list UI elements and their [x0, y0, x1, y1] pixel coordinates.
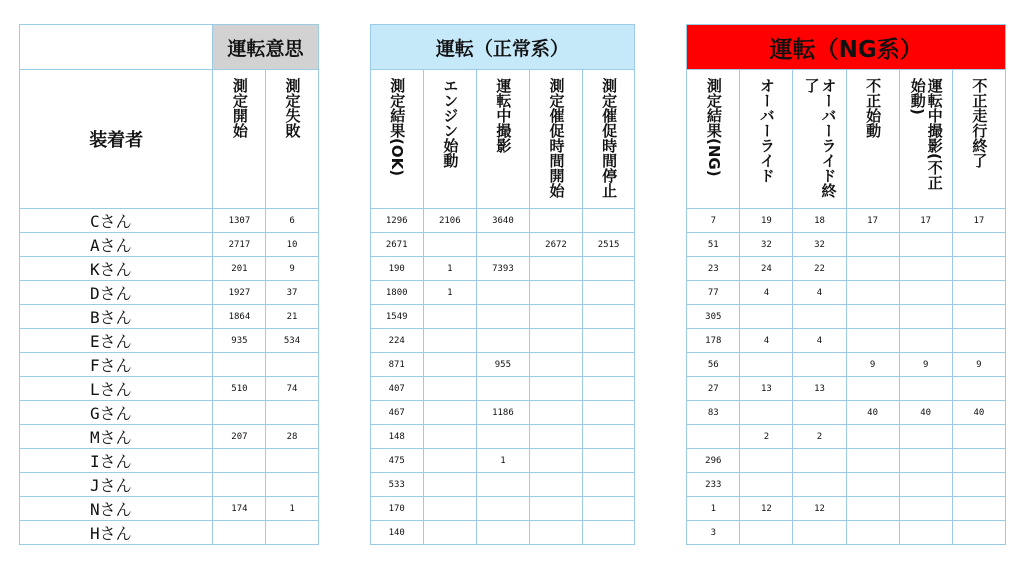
- value-cell: 190: [370, 257, 423, 281]
- value-cell: 178: [687, 329, 740, 353]
- value-cell: 233: [687, 473, 740, 497]
- value-cell: 18: [793, 209, 846, 233]
- value-cell: [899, 521, 952, 545]
- value-cell: 1: [476, 449, 529, 473]
- value-cell: [423, 329, 476, 353]
- value-cell: [899, 497, 952, 521]
- value-cell: [529, 257, 582, 281]
- value-cell: [529, 473, 582, 497]
- value-cell: [423, 497, 476, 521]
- group-header-intent: 運転意思: [213, 25, 318, 70]
- value-cell: [529, 449, 582, 473]
- value-cell: [846, 497, 899, 521]
- value-cell: [899, 329, 952, 353]
- col-header-measure-start: 測定開始: [213, 70, 266, 209]
- data-rows: [20, 209, 1006, 545]
- value-cell: [529, 329, 582, 353]
- value-cell: 4: [740, 329, 793, 353]
- table-row: [20, 521, 1006, 545]
- wearer-name: Lさん: [20, 377, 213, 401]
- wearer-name: Aさん: [20, 233, 213, 257]
- driving-data-table: [19, 24, 1006, 545]
- col-header-illegal-drive-end: 不正走行終了: [952, 70, 1005, 209]
- value-cell: 3: [687, 521, 740, 545]
- value-cell: 534: [266, 329, 318, 353]
- value-cell: [266, 401, 318, 425]
- col-header-driving-photo: 運転中撮影: [476, 70, 529, 209]
- value-cell: [583, 401, 635, 425]
- value-cell: [846, 233, 899, 257]
- value-cell: [846, 521, 899, 545]
- value-cell: [583, 353, 635, 377]
- value-cell: [476, 497, 529, 521]
- table-row: [20, 377, 1006, 401]
- value-cell: [740, 449, 793, 473]
- wearer-name: Mさん: [20, 425, 213, 449]
- value-cell: 1800: [370, 281, 423, 305]
- value-cell: [952, 497, 1005, 521]
- value-cell: [846, 281, 899, 305]
- value-cell: [899, 473, 952, 497]
- value-cell: [793, 521, 846, 545]
- value-cell: [846, 473, 899, 497]
- value-cell: 170: [370, 497, 423, 521]
- value-cell: 17: [899, 209, 952, 233]
- value-cell: 296: [687, 449, 740, 473]
- value-cell: [846, 449, 899, 473]
- value-cell: [952, 473, 1005, 497]
- value-cell: [952, 281, 1005, 305]
- value-cell: [793, 449, 846, 473]
- value-cell: 40: [952, 401, 1005, 425]
- value-cell: 207: [213, 425, 266, 449]
- value-cell: 9: [899, 353, 952, 377]
- value-cell: [476, 305, 529, 329]
- value-cell: 4: [793, 281, 846, 305]
- value-cell: 19: [740, 209, 793, 233]
- value-cell: 32: [740, 233, 793, 257]
- value-cell: [899, 305, 952, 329]
- value-cell: 1307: [213, 209, 266, 233]
- value-cell: 51: [687, 233, 740, 257]
- value-cell: [266, 449, 318, 473]
- value-cell: [793, 305, 846, 329]
- value-cell: 27: [687, 377, 740, 401]
- value-cell: [476, 521, 529, 545]
- wearer-name: Dさん: [20, 281, 213, 305]
- value-cell: [899, 257, 952, 281]
- value-cell: 7: [687, 209, 740, 233]
- value-cell: [740, 353, 793, 377]
- table-row: [20, 353, 1006, 377]
- value-cell: [529, 281, 582, 305]
- value-cell: 174: [213, 497, 266, 521]
- value-cell: [529, 209, 582, 233]
- col-header-result-ok: 測定結果(OK): [370, 70, 423, 209]
- value-cell: [266, 353, 318, 377]
- value-cell: [899, 233, 952, 257]
- value-cell: 21: [266, 305, 318, 329]
- value-cell: 467: [370, 401, 423, 425]
- col-header-illegal-photo: 運転中撮影(不正始動): [899, 70, 952, 209]
- value-cell: 17: [952, 209, 1005, 233]
- value-cell: 475: [370, 449, 423, 473]
- value-cell: [846, 377, 899, 401]
- table-row: [20, 497, 1006, 521]
- value-cell: [899, 449, 952, 473]
- value-cell: 407: [370, 377, 423, 401]
- value-cell: [476, 281, 529, 305]
- value-cell: 17: [846, 209, 899, 233]
- value-cell: [529, 377, 582, 401]
- value-cell: [793, 353, 846, 377]
- value-cell: 12: [793, 497, 846, 521]
- value-cell: 2672: [529, 233, 582, 257]
- value-cell: 77: [687, 281, 740, 305]
- value-cell: 12: [740, 497, 793, 521]
- value-cell: 2106: [423, 209, 476, 233]
- value-cell: [266, 521, 318, 545]
- value-cell: 83: [687, 401, 740, 425]
- group-header-ng: 運転（NG系）: [687, 25, 1006, 70]
- value-cell: 9: [266, 257, 318, 281]
- table-row: [20, 449, 1006, 473]
- wearer-name: Nさん: [20, 497, 213, 521]
- value-cell: 13: [740, 377, 793, 401]
- table-row: [20, 473, 1006, 497]
- value-cell: [899, 281, 952, 305]
- corner-cell: [20, 25, 213, 70]
- value-cell: [423, 425, 476, 449]
- value-cell: [529, 401, 582, 425]
- col-header-prompt-start: 測定催促時間開始: [529, 70, 582, 209]
- value-cell: 140: [370, 521, 423, 545]
- value-cell: [740, 401, 793, 425]
- value-cell: [529, 521, 582, 545]
- value-cell: [899, 377, 952, 401]
- wearer-name: Kさん: [20, 257, 213, 281]
- value-cell: [423, 449, 476, 473]
- table-row: [20, 209, 1006, 233]
- value-cell: 4: [793, 329, 846, 353]
- value-cell: [583, 449, 635, 473]
- table-row: [20, 329, 1006, 353]
- value-cell: 56: [687, 353, 740, 377]
- wearer-name: Iさん: [20, 449, 213, 473]
- value-cell: [899, 425, 952, 449]
- value-cell: [423, 473, 476, 497]
- value-cell: 955: [476, 353, 529, 377]
- value-cell: 4: [740, 281, 793, 305]
- wearer-name: Eさん: [20, 329, 213, 353]
- value-cell: 1: [687, 497, 740, 521]
- value-cell: [583, 473, 635, 497]
- value-cell: [213, 521, 266, 545]
- row-header-wearer: 装着者: [20, 70, 213, 209]
- value-cell: [529, 497, 582, 521]
- value-cell: [952, 521, 1005, 545]
- col-header-illegal-start: 不正始動: [846, 70, 899, 209]
- table-row: [20, 401, 1006, 425]
- value-cell: 1296: [370, 209, 423, 233]
- value-cell: [476, 425, 529, 449]
- value-cell: [846, 257, 899, 281]
- value-cell: 2671: [370, 233, 423, 257]
- value-cell: 22: [793, 257, 846, 281]
- value-cell: [846, 305, 899, 329]
- column-header-row: [20, 70, 1006, 209]
- value-cell: [476, 233, 529, 257]
- value-cell: 1: [423, 281, 476, 305]
- wearer-name: Cさん: [20, 209, 213, 233]
- value-cell: [583, 377, 635, 401]
- col-header-override-end: オーバーライド終了: [793, 70, 846, 209]
- value-cell: 40: [846, 401, 899, 425]
- value-cell: 6: [266, 209, 318, 233]
- value-cell: [583, 305, 635, 329]
- col-header-measure-fail: 測定失敗: [266, 70, 318, 209]
- value-cell: 1: [266, 497, 318, 521]
- value-cell: 10: [266, 233, 318, 257]
- value-cell: 871: [370, 353, 423, 377]
- value-cell: [213, 353, 266, 377]
- value-cell: [583, 425, 635, 449]
- wearer-name: Bさん: [20, 305, 213, 329]
- value-cell: [583, 521, 635, 545]
- value-cell: [583, 497, 635, 521]
- value-cell: [213, 473, 266, 497]
- value-cell: 2515: [583, 233, 635, 257]
- value-cell: [952, 257, 1005, 281]
- value-cell: [476, 377, 529, 401]
- value-cell: [952, 425, 1005, 449]
- value-cell: [687, 425, 740, 449]
- value-cell: [423, 521, 476, 545]
- wearer-name: Fさん: [20, 353, 213, 377]
- table-row: [20, 281, 1006, 305]
- wearer-name: Hさん: [20, 521, 213, 545]
- value-cell: [952, 305, 1005, 329]
- value-cell: 32: [793, 233, 846, 257]
- value-cell: 9: [952, 353, 1005, 377]
- value-cell: [583, 281, 635, 305]
- group-header-row: [20, 25, 1006, 70]
- value-cell: [529, 305, 582, 329]
- value-cell: [266, 473, 318, 497]
- value-cell: 24: [740, 257, 793, 281]
- value-cell: 13: [793, 377, 846, 401]
- value-cell: 1927: [213, 281, 266, 305]
- table-row: [20, 233, 1006, 257]
- value-cell: 935: [213, 329, 266, 353]
- value-cell: [740, 521, 793, 545]
- value-cell: [529, 353, 582, 377]
- value-cell: [952, 449, 1005, 473]
- value-cell: [213, 449, 266, 473]
- value-cell: [952, 377, 1005, 401]
- value-cell: [793, 473, 846, 497]
- value-cell: 40: [899, 401, 952, 425]
- col-header-result-ng: 測定結果(NG): [687, 70, 740, 209]
- value-cell: [476, 329, 529, 353]
- value-cell: [423, 305, 476, 329]
- value-cell: 2: [740, 425, 793, 449]
- value-cell: 510: [213, 377, 266, 401]
- value-cell: 3640: [476, 209, 529, 233]
- value-cell: [846, 425, 899, 449]
- value-cell: 201: [213, 257, 266, 281]
- value-cell: [740, 305, 793, 329]
- value-cell: 74: [266, 377, 318, 401]
- table-row: [20, 425, 1006, 449]
- value-cell: [740, 473, 793, 497]
- value-cell: [423, 377, 476, 401]
- value-cell: 224: [370, 329, 423, 353]
- wearer-name: Gさん: [20, 401, 213, 425]
- value-cell: 7393: [476, 257, 529, 281]
- col-header-prompt-stop: 測定催促時間停止: [583, 70, 635, 209]
- value-cell: [476, 473, 529, 497]
- value-cell: 9: [846, 353, 899, 377]
- value-cell: 2717: [213, 233, 266, 257]
- table-row: [20, 257, 1006, 281]
- value-cell: [583, 329, 635, 353]
- table-row: [20, 305, 1006, 329]
- value-cell: 1: [423, 257, 476, 281]
- value-cell: [583, 209, 635, 233]
- value-cell: 1186: [476, 401, 529, 425]
- group-header-normal: 運転（正常系）: [370, 25, 635, 70]
- value-cell: 23: [687, 257, 740, 281]
- value-cell: [952, 329, 1005, 353]
- value-cell: 28: [266, 425, 318, 449]
- value-cell: 2: [793, 425, 846, 449]
- value-cell: [846, 329, 899, 353]
- wearer-name: Jさん: [20, 473, 213, 497]
- col-header-override: オーバーライド: [740, 70, 793, 209]
- value-cell: 305: [687, 305, 740, 329]
- value-cell: [952, 233, 1005, 257]
- value-cell: 1549: [370, 305, 423, 329]
- value-cell: 148: [370, 425, 423, 449]
- value-cell: [423, 233, 476, 257]
- value-cell: 1864: [213, 305, 266, 329]
- value-cell: 533: [370, 473, 423, 497]
- value-cell: [213, 401, 266, 425]
- value-cell: [423, 353, 476, 377]
- value-cell: [423, 401, 476, 425]
- value-cell: 37: [266, 281, 318, 305]
- value-cell: [529, 425, 582, 449]
- col-header-engine-start: エンジン始動: [423, 70, 476, 209]
- value-cell: [583, 257, 635, 281]
- value-cell: [793, 401, 846, 425]
